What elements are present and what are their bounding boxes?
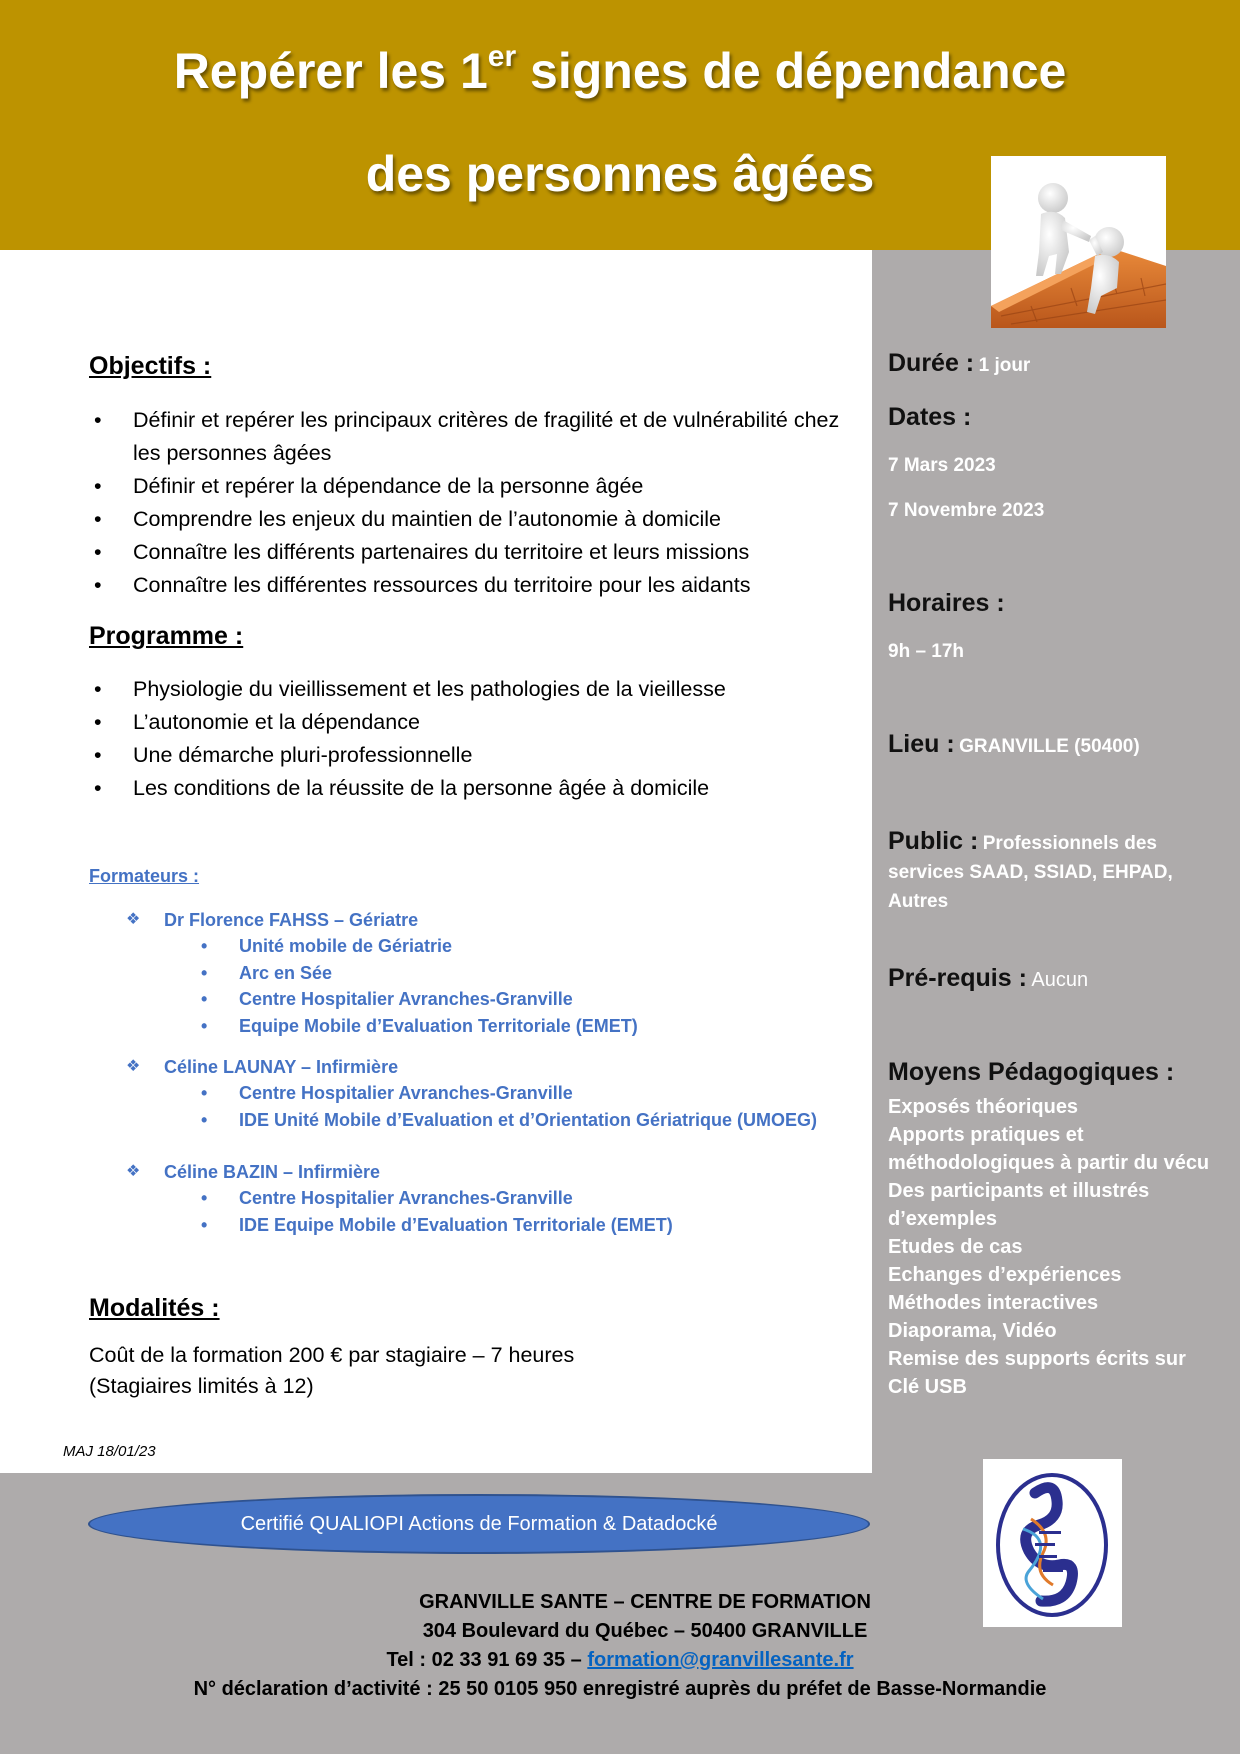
trainer-item: • Equipe Mobile d’Evaluation Territoriale (EMET) <box>201 1015 638 1036</box>
org-address: 304 Boulevard du Québec – 50400 GRANVILLE <box>422 1620 868 1642</box>
duree-label: Durée : <box>888 349 975 377</box>
trainer-name: ❖ Céline LAUNAY – Infirmière <box>126 1054 886 1080</box>
modalites-text <box>89 1340 574 1402</box>
programme-title: Programme : <box>89 622 244 650</box>
horaires-label: Horaires : <box>888 589 1005 617</box>
horaires-label-block <box>888 589 1228 618</box>
formateurs-title: Formateurs : <box>89 866 200 886</box>
trainer-block <box>126 907 886 1039</box>
moyens-item: Remise des supports écrits sur <box>888 1348 1186 1370</box>
helping-hand-illustration <box>991 156 1166 328</box>
modalites-limit: (Stagiaires limités à 12) <box>89 1374 314 1398</box>
trainer-block <box>126 1159 886 1238</box>
programme-list <box>89 673 859 805</box>
public-label: Public : <box>888 827 979 855</box>
org-name: GRANVILLE SANTE – CENTRE DE FORMATION <box>419 1591 871 1613</box>
moyens-list <box>888 1093 1228 1401</box>
objectifs-title: Objectifs : <box>89 352 212 380</box>
dates-label-block <box>888 403 1228 432</box>
org-contact-line <box>0 1646 1240 1675</box>
trainer-block <box>126 1054 886 1133</box>
moyens-item: Echanges d’expériences <box>888 1264 1122 1286</box>
lieu-block <box>888 730 1228 759</box>
update-date: MAJ 18/01/23 <box>63 1443 156 1460</box>
public-value-line2: services SAAD, SSIAD, EHPAD, <box>888 862 1173 883</box>
duree-value: 1 jour <box>978 355 1031 376</box>
email-link[interactable]: formation@granvillesante.fr <box>587 1649 854 1671</box>
moyens-item: Diaporama, Vidéo <box>888 1320 1057 1342</box>
lieu-label: Lieu : <box>888 730 955 758</box>
page-title-line1: Repérer les 1er signes de dépendance <box>173 40 1067 99</box>
moyens-item: Apports pratiques et <box>888 1124 1084 1146</box>
footer-contact <box>0 1588 1240 1704</box>
public-block <box>888 827 1228 917</box>
trainer-item: • Centre Hospitalier Avranches-Granville <box>201 989 573 1009</box>
public-value-line3: Autres <box>888 891 949 912</box>
moyens-label: Moyens Pédagogiques : <box>888 1058 1175 1086</box>
trainer-name: ❖ Céline BAZIN – Infirmière <box>126 1159 886 1185</box>
moyens-item: méthodologiques à partir du vécu <box>888 1152 1210 1174</box>
trainer-item: • Arc en Sée <box>201 962 333 983</box>
trainer-item: • Unité mobile de Gériatrie <box>201 936 453 956</box>
date-2: 7 Novembre 2023 <box>888 500 1045 521</box>
duree-block <box>888 349 1228 378</box>
list-item: • Physiologie du vieillissement et les pathologies de la vieillesse <box>94 677 726 701</box>
dates-label: Dates : <box>888 403 972 431</box>
trainer-item: • IDE Equipe Mobile d’Evaluation Territoriale (EMET) <box>201 1214 673 1235</box>
page-title-line2: des personnes âgées <box>365 146 875 202</box>
modalites-cost: Coût de la formation 200 € par stagiaire – 7 heures <box>89 1343 575 1367</box>
public-value-line1: Professionnels des <box>982 833 1157 854</box>
moyens-item: Méthodes interactives <box>888 1292 1099 1314</box>
certification-badge: Certifié QUALIOPI Actions de Formation & Datadocké <box>88 1494 870 1554</box>
prerequis-label: Pré-requis : <box>888 964 1027 992</box>
modalites-title: Modalités : <box>89 1294 220 1322</box>
list-item: • Définir et repérer la dépendance de la personne âgée <box>94 474 644 498</box>
horaires-value: 9h – 17h <box>888 641 965 662</box>
org-phone: Tel : 02 33 91 69 35 – <box>386 1649 588 1671</box>
diamond-bullet-icon: ❖ <box>126 1163 141 1180</box>
moyens-item: Des participants et illustrés <box>888 1180 1150 1202</box>
trainer-item: • IDE Unité Mobile d’Evaluation et d’Orientation Gériatrique (UMOEG) <box>201 1109 818 1130</box>
list-item: • Une démarche pluri-professionnelle <box>94 743 473 767</box>
diamond-bullet-icon: ❖ <box>126 1058 141 1075</box>
trainer-item: • Centre Hospitalier Avranches-Granville <box>201 1188 573 1208</box>
moyens-label-block <box>888 1058 1228 1087</box>
trainer-name: ❖ Dr Florence FAHSS – Gériatre <box>126 907 886 933</box>
prerequis-value: Aucun <box>1031 969 1089 991</box>
prerequis-block <box>888 964 1228 993</box>
list-item: • L’autonomie et la dépendance <box>94 710 420 734</box>
list-item: • Comprendre les enjeux du maintien de l’autonomie à domicile <box>94 507 721 531</box>
moyens-item: Clé USB <box>888 1376 967 1398</box>
list-item: • Connaître les différents partenaires du territoire et leurs missions <box>94 540 750 564</box>
moyens-item: Exposés théoriques <box>888 1096 1079 1118</box>
diamond-bullet-icon: ❖ <box>126 911 141 928</box>
moyens-item: d’exemples <box>888 1208 997 1230</box>
list-item: • Les conditions de la réussite de la personne âgée à domicile <box>94 776 710 800</box>
date-1: 7 Mars 2023 <box>888 455 996 476</box>
lieu-value: GRANVILLE (50400) <box>959 736 1140 757</box>
list-item: • Connaître les différentes ressources du territoire pour les aidants <box>94 573 751 597</box>
list-item: • Définir et repérer les principaux critères de fragilité et de vulnérabilité chez les personnes âgées <box>94 408 840 465</box>
declaration-text: N° déclaration d’activité : 25 50 0105 950 enregistré auprès du préfet de Basse-Normandie <box>193 1678 1047 1700</box>
objectifs-list <box>89 404 859 602</box>
moyens-item: Etudes de cas <box>888 1236 1023 1258</box>
trainer-item: • Centre Hospitalier Avranches-Granville <box>201 1083 573 1103</box>
